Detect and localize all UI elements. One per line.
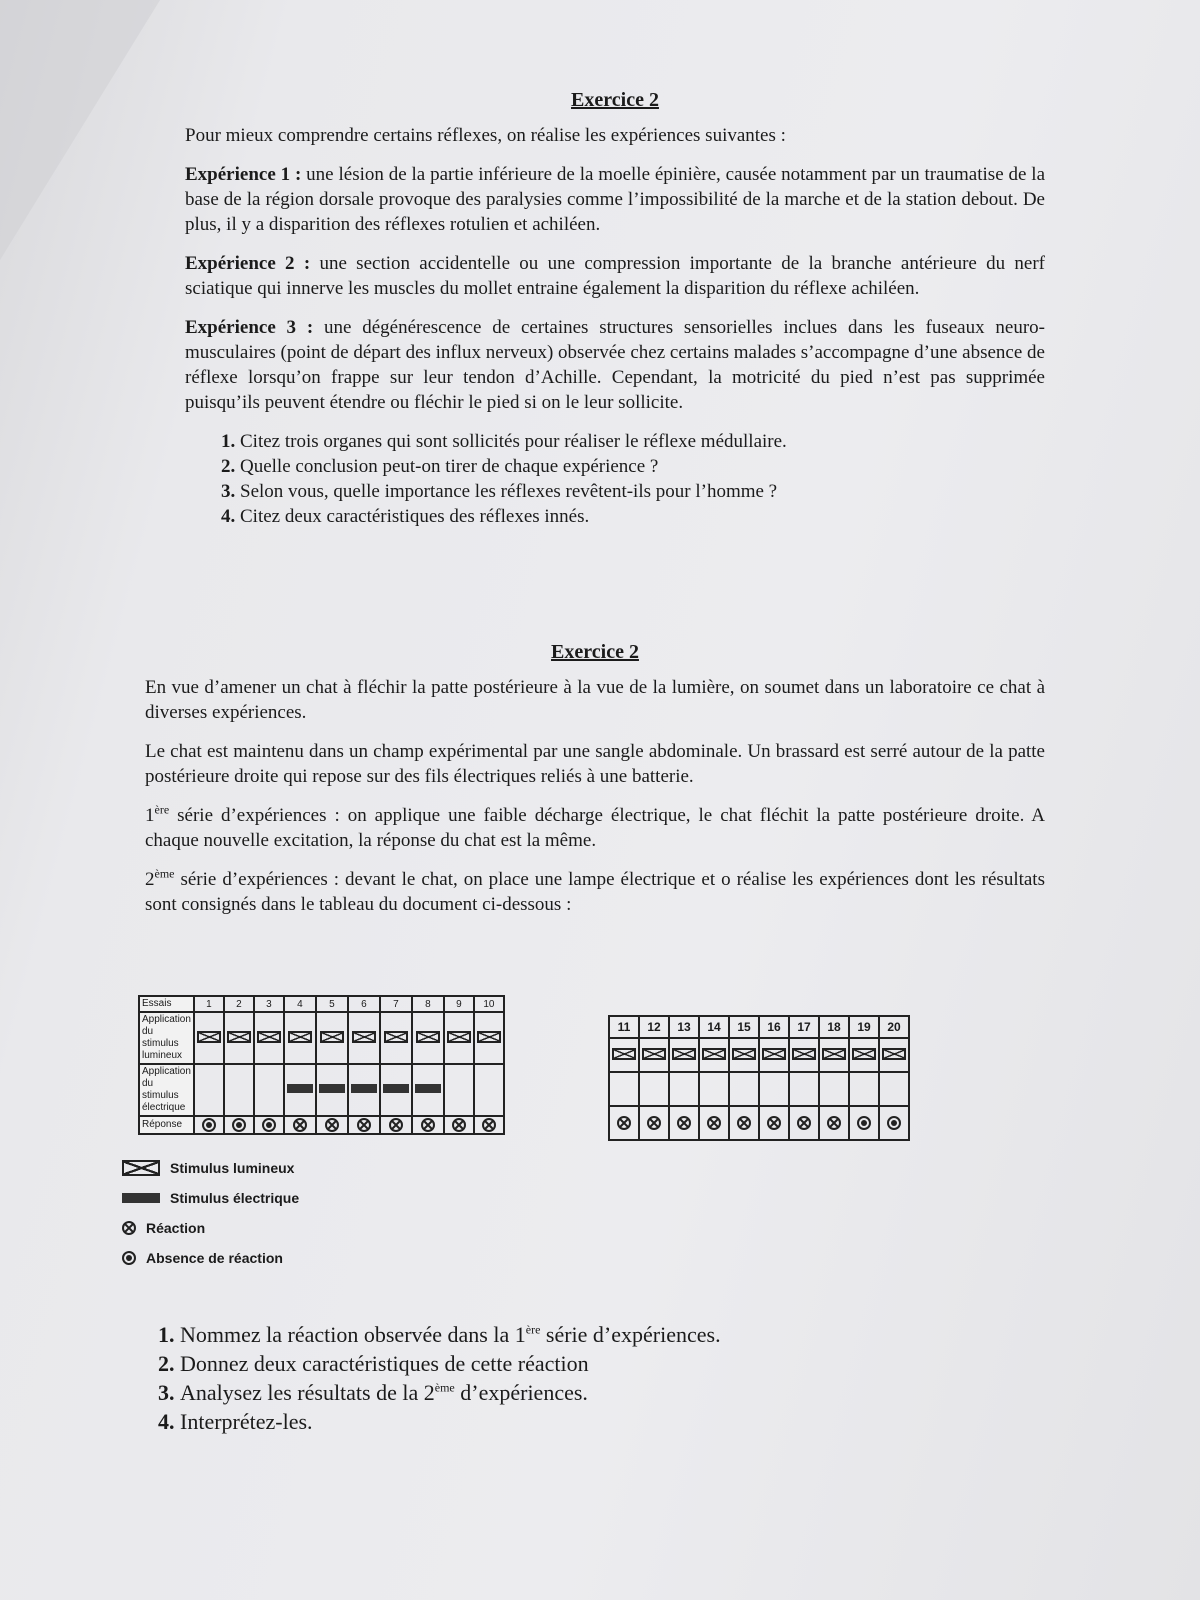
trial-number: 16 (759, 1016, 789, 1038)
serie-1-sup: ère (154, 802, 170, 817)
light-cell (759, 1038, 789, 1072)
legend-absence (122, 1250, 299, 1266)
light-stimulus-icon (612, 1048, 636, 1060)
legend-reaction (122, 1220, 299, 1236)
light-cell (474, 1012, 504, 1064)
exercise-2-title: Exercice 2 (551, 641, 639, 663)
reaction-icon (707, 1116, 721, 1130)
results-table-1 (138, 995, 505, 1135)
response-cell (348, 1116, 380, 1134)
legend-electric (122, 1190, 299, 1206)
trial-number: 10 (474, 996, 504, 1012)
light-stimulus-icon (762, 1048, 786, 1060)
reaction-icon (357, 1118, 371, 1132)
response-cell (699, 1106, 729, 1140)
exercise-1-title: Exercice 2 (571, 89, 659, 111)
trial-number: 17 (789, 1016, 819, 1038)
light-stimulus-icon (792, 1048, 816, 1060)
trial-number: 11 (609, 1016, 639, 1038)
light-cell (609, 1038, 639, 1072)
experience-2 (185, 251, 1045, 301)
trial-number: 8 (412, 996, 444, 1012)
row-label-electric: Application du stimulus électrique (139, 1064, 194, 1116)
experience-2-text: une section accidentelle ou une compression importante de la branche antérieure du nerf sciatique qui innerve les muscles du mollet entraine également la disparition du réflexe achiléen. (185, 253, 1045, 299)
response-cell (639, 1106, 669, 1140)
light-stimulus-icon (447, 1031, 471, 1043)
electric-stimulus-icon (383, 1084, 409, 1093)
electric-cell (759, 1072, 789, 1106)
legend-electric-label: Stimulus électrique (170, 1190, 300, 1206)
light-stimulus-icon (257, 1031, 281, 1043)
light-cell (639, 1038, 669, 1072)
serie-2 (145, 867, 1045, 917)
light-cell (380, 1012, 412, 1064)
electric-cell (412, 1064, 444, 1116)
legend-light-label: Stimulus lumineux (170, 1160, 295, 1176)
electric-cell (849, 1072, 879, 1106)
trial-number: 1 (194, 996, 224, 1012)
light-stimulus-icon (352, 1031, 376, 1043)
electric-cell (224, 1064, 254, 1116)
light-stimulus-icon (416, 1031, 440, 1043)
row-label-light: Application du stimulus lumineux (139, 1012, 194, 1064)
light-cell (819, 1038, 849, 1072)
light-cell (879, 1038, 909, 1072)
trial-number: 14 (699, 1016, 729, 1038)
electric-cell (316, 1064, 348, 1116)
response-cell (412, 1116, 444, 1134)
electric-cell (789, 1072, 819, 1106)
light-cell (348, 1012, 380, 1064)
serie-2-sup: ème (154, 866, 175, 881)
response-cell (729, 1106, 759, 1140)
exercise-1-intro: Pour mieux comprendre certains réflexes, on réalise les expériences suivantes : (185, 125, 786, 146)
light-cell (699, 1038, 729, 1072)
reaction-icon (293, 1118, 307, 1132)
light-stimulus-icon (197, 1031, 221, 1043)
trial-number: 18 (819, 1016, 849, 1038)
electric-cell (444, 1064, 474, 1116)
question-item: 2. Quelle conclusion peut-on tirer de chaque expérience ? (240, 454, 1045, 479)
light-cell (316, 1012, 348, 1064)
experience-3-text: une dégénérescence de certaines structures sensorielles inclues dans les fuseaux neuro-musculaires (point de départ des influx nerveux) observée chez certains malades s’accompagne d’une absence de réflexe lorsqu’on frappe sur leur tendon d’Achille. Cependant, la motricité du pied n’est pas supprimée puisqu’ils peuvent étendre ou fléchir le pied si on le leur sollicite. (185, 317, 1045, 413)
reaction-icon (389, 1118, 403, 1132)
legend-absence-label: Absence de réaction (146, 1250, 283, 1266)
response-cell (444, 1116, 474, 1134)
light-cell (412, 1012, 444, 1064)
trial-number: 2 (224, 996, 254, 1012)
electric-cell (729, 1072, 759, 1106)
reaction-icon (827, 1116, 841, 1130)
table-legend (122, 1160, 299, 1280)
response-cell (609, 1106, 639, 1140)
serie-1-num: 1 (145, 805, 155, 826)
light-stimulus-icon (642, 1048, 666, 1060)
response-cell (194, 1116, 224, 1134)
trial-number: 9 (444, 996, 474, 1012)
electric-cell (879, 1072, 909, 1106)
no-reaction-icon (887, 1116, 901, 1130)
electric-cell (669, 1072, 699, 1106)
electric-cell (380, 1064, 412, 1116)
exercise-2-questions (140, 1320, 1040, 1436)
exercise-1-questions (185, 429, 1045, 529)
light-stimulus-icon (122, 1160, 160, 1176)
electric-stimulus-icon (122, 1193, 160, 1203)
experience-1-text: une lésion de la partie inférieure de la moelle épinière, causée notamment par un traumatise de la base de la région dorsale provoque des paralysies comme l’impossibilité de la marche et de la station debout. De plus, il y a disparition des réflexes rotulien et achiléen. (185, 164, 1046, 235)
response-cell (474, 1116, 504, 1134)
trial-number: 4 (284, 996, 316, 1012)
serie-2-num: 2 (145, 869, 155, 890)
light-stimulus-icon (852, 1048, 876, 1060)
reaction-icon (617, 1116, 631, 1130)
response-cell (316, 1116, 348, 1134)
electric-cell (699, 1072, 729, 1106)
exercise-1 (185, 88, 1045, 539)
light-stimulus-icon (672, 1048, 696, 1060)
light-cell (194, 1012, 224, 1064)
light-stimulus-icon (477, 1031, 501, 1043)
electric-stimulus-icon (319, 1084, 345, 1093)
electric-cell (194, 1064, 224, 1116)
response-cell (669, 1106, 699, 1140)
response-cell (849, 1106, 879, 1140)
reaction-icon (122, 1221, 136, 1235)
experience-2-label: Expérience 2 : (185, 253, 311, 274)
light-cell (444, 1012, 474, 1064)
serie-2-text: série d’expériences : devant le chat, on place une lampe électrique et o réalise les expériences dont les résultats sont consignés dans le tableau du document ci-dessous : (145, 869, 1045, 915)
experience-1-label: Expérience 1 : (185, 164, 302, 185)
no-reaction-icon (232, 1118, 246, 1132)
response-cell (224, 1116, 254, 1134)
experience-1 (185, 162, 1045, 237)
light-cell (254, 1012, 284, 1064)
results-table-2 (608, 1015, 910, 1141)
light-cell (284, 1012, 316, 1064)
light-stimulus-icon (320, 1031, 344, 1043)
reaction-icon (325, 1118, 339, 1132)
light-stimulus-icon (702, 1048, 726, 1060)
electric-cell (254, 1064, 284, 1116)
question-item: 4. Citez deux caractéristiques des réflexes innés. (240, 504, 1045, 529)
electric-cell (348, 1064, 380, 1116)
light-stimulus-icon (384, 1031, 408, 1043)
reaction-icon (452, 1118, 466, 1132)
light-stimulus-icon (882, 1048, 906, 1060)
serie-1-text: série d’expériences : on applique une faible décharge électrique, le chat fléchit la patte postérieure droite. A chaque nouvelle excitation, la réponse du chat est la même. (145, 805, 1045, 851)
exercise-2 (145, 640, 1045, 931)
exercise-2-p1: En vue d’amener un chat à fléchir la patte postérieure à la vue de la lumière, on soumet dans un laboratoire ce chat à diverses expériences. (145, 677, 1045, 723)
response-cell (380, 1116, 412, 1134)
trial-number: 6 (348, 996, 380, 1012)
reaction-icon (677, 1116, 691, 1130)
reaction-icon (482, 1118, 496, 1132)
no-reaction-icon (262, 1118, 276, 1132)
electric-cell (819, 1072, 849, 1106)
electric-stimulus-icon (351, 1084, 377, 1093)
response-cell (879, 1106, 909, 1140)
exercise-2-p2: Le chat est maintenu dans un champ expérimental par une sangle abdominale. Un brassard est serré autour de la patte postérieure droite qui repose sur des fils électriques reliés à une batterie. (145, 741, 1045, 787)
trial-number: 7 (380, 996, 412, 1012)
no-reaction-icon (202, 1118, 216, 1132)
reaction-icon (737, 1116, 751, 1130)
electric-cell (284, 1064, 316, 1116)
reaction-icon (797, 1116, 811, 1130)
response-cell (284, 1116, 316, 1134)
question-item: 1. Citez trois organes qui sont sollicités pour réaliser le réflexe médullaire. (240, 429, 1045, 454)
light-stimulus-icon (288, 1031, 312, 1043)
reaction-icon (647, 1116, 661, 1130)
row-label-trials: Essais (139, 996, 194, 1012)
trial-number: 13 (669, 1016, 699, 1038)
light-cell (789, 1038, 819, 1072)
trial-number: 3 (254, 996, 284, 1012)
no-reaction-icon (122, 1251, 136, 1265)
legend-light (122, 1160, 299, 1176)
page-fold-shadow (0, 0, 160, 260)
question-item: 3. Selon vous, quelle importance les réflexes revêtent-ils pour l’homme ? (240, 479, 1045, 504)
experience-3-label: Expérience 3 : (185, 317, 314, 338)
light-cell (849, 1038, 879, 1072)
electric-cell (639, 1072, 669, 1106)
reaction-icon (421, 1118, 435, 1132)
legend-reaction-label: Réaction (146, 1220, 206, 1236)
trial-number: 5 (316, 996, 348, 1012)
light-stimulus-icon (227, 1031, 251, 1043)
trial-number: 20 (879, 1016, 909, 1038)
serie-1 (145, 803, 1045, 853)
light-cell (729, 1038, 759, 1072)
electric-cell (609, 1072, 639, 1106)
light-cell (669, 1038, 699, 1072)
question-item: 1. Nommez la réaction observée dans la 1ère série d’expériences. (180, 1320, 1040, 1349)
no-reaction-icon (857, 1116, 871, 1130)
question-item: 2. Donnez deux caractéristiques de cette réaction (180, 1349, 1040, 1378)
trial-number: 12 (639, 1016, 669, 1038)
electric-stimulus-icon (415, 1084, 441, 1093)
electric-stimulus-icon (287, 1084, 313, 1093)
question-item: 4. Interprétez-les. (180, 1407, 1040, 1436)
light-stimulus-icon (822, 1048, 846, 1060)
light-stimulus-icon (732, 1048, 756, 1060)
response-cell (254, 1116, 284, 1134)
response-cell (819, 1106, 849, 1140)
electric-cell (474, 1064, 504, 1116)
light-cell (224, 1012, 254, 1064)
reaction-icon (767, 1116, 781, 1130)
experience-3 (185, 315, 1045, 415)
row-label-response: Réponse (139, 1116, 194, 1134)
trial-number: 15 (729, 1016, 759, 1038)
response-cell (759, 1106, 789, 1140)
question-item: 3. Analysez les résultats de la 2ème d’expériences. (180, 1378, 1040, 1407)
trial-number: 19 (849, 1016, 879, 1038)
response-cell (789, 1106, 819, 1140)
